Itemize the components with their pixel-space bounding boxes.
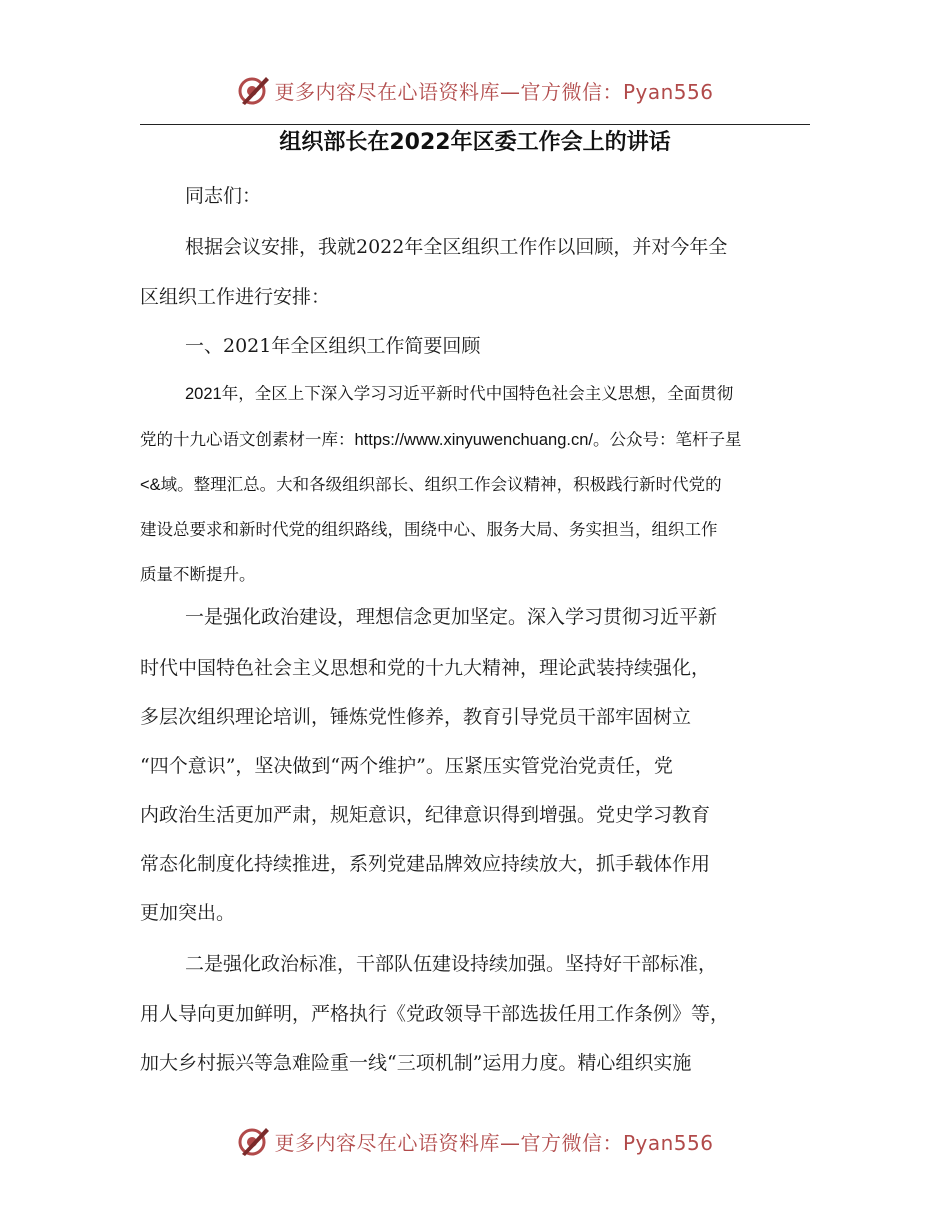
text-line: 质量不断提升。 [140,566,256,584]
text-line: “四个意识”，坚决做到“两个维护”。压紧压实管党治党责任，党 [140,755,673,777]
page-title: 组织部长在2022年区委工作会上的讲话 [279,130,671,155]
text-line: 用人导向更加鲜明，严格执行《党政领导干部选拔任用工作条例》等， [140,1003,730,1025]
text-line: 常态化制度化持续推进，系列党建品牌效应持续放大，抓手载体作用 [140,853,711,875]
text-line: 时代中国特色社会主义思想和党的十九大精神，理论武装持续强化， [140,657,711,679]
text-line: 一是强化政治建设，理想信念更加坚定。深入学习贯彻习近平新 [185,606,718,628]
text-line: 党的十九心语文创素材一库：https://www.xinyuwenchuang.cn/。公众号：笔杆子星 [140,431,742,449]
text-line: 根据会议安排，我就2022年全区组织工作作以回顾，并对今年全 [185,236,728,258]
header-banner-text: 更多内容尽在心语资料库—官方微信：Pyan556 [274,79,714,104]
text-line: 更加突出。 [140,902,236,924]
section-heading: 一、2021年全区组织工作简要回顾 [185,335,481,357]
text-line: 同志们： [185,185,262,207]
pen-logo-icon [236,1124,270,1158]
text-line: 多层次组织理论培训，锤炼党性修养，教育引导党员干部牢固树立 [140,706,692,728]
pen-logo-icon [236,73,270,107]
text-line: 二是强化政治标准，干部队伍建设持续加强。坚持好干部标准， [185,953,718,975]
text-line: 2021年，全区上下深入学习习近平新时代中国特色社会主义思想，全面贯彻 [185,385,734,403]
text-line: 加大乡村振兴等急难险重一线“三项机制”运用力度。精心组织实施 [140,1052,692,1074]
text-line: <&域。整理汇总。大和各级组织部长、组织工作会议精神，积极践行新时代党的 [140,476,722,494]
text-line: 建设总要求和新时代党的组织路线，围绕中心、服务大局、务实担当，组织工作 [140,521,718,539]
text-line: 区组织工作进行安排： [140,286,331,308]
footer-banner-text: 更多内容尽在心语资料库—官方微信：Pyan556 [274,1130,714,1155]
text-line: 内政治生活更加严肃，规矩意识，纪律意识得到增强。党史学习教育 [140,804,711,826]
footer-banner [0,1121,950,1161]
header-banner [0,70,950,110]
header-rule [140,124,810,125]
